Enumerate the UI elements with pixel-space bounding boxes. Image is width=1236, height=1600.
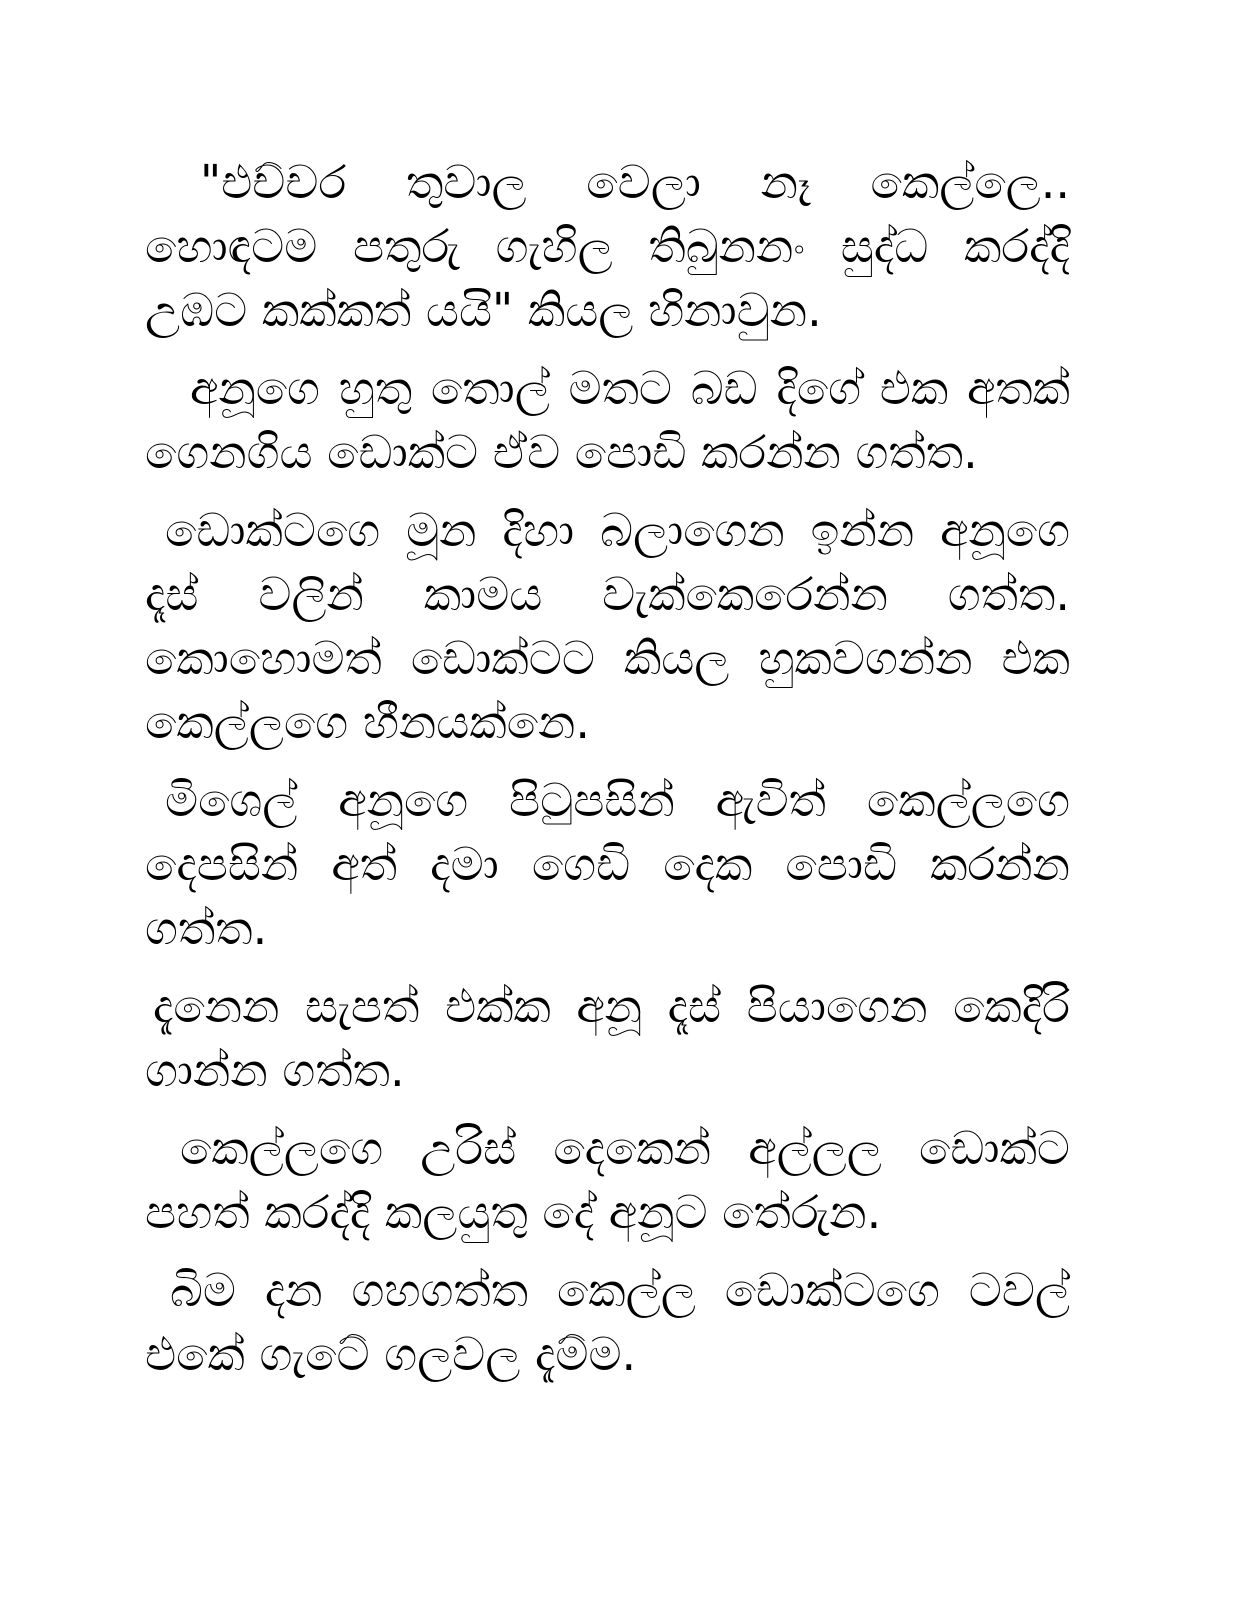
paragraph-3: ඩොක්ටගෙ මූන දිහා බලාගෙන ඉන්න අනූගෙ දෑස් වලින් කාමය වැක්කෙරෙන්න ගත්ත. කොහොමත් ඩොක්ටට කියල හුකවගන්න එක කෙල්ලගෙ හීනයක්නෙ.	[145, 503, 1070, 749]
paragraph-5: දැනෙන සැපත් එක්ක අනූ දෑස් පියාගෙන කෙදිරි ගාන්න ගත්ත.	[145, 979, 1070, 1097]
paragraph-4: මිශෙල් අනූගෙ පිටුපසින් ඇවිත් කෙල්ලගෙ දෙපසින් අත් දමා ගෙඩි දෙක පොඩි කරන්න ගත්ත.	[145, 773, 1070, 955]
paragraph-6: කෙල්ලගෙ උරිස් දෙකෙන් අල්ලල ඩොක්ට පහත් කරද්දි කලයුතු දේ අනූට තේරුන.	[145, 1121, 1070, 1239]
paragraph-2: අනූගෙ හුතු තොල් මතට බඩ දිගේ එක අතක් ගෙනගිය ඩොක්ට ඒව පොඩි කරන්න ගත්ත.	[145, 361, 1070, 479]
body-text	[145, 150, 1070, 1386]
paragraph-7: බිම දන ගහගත්ත කෙල්ල ඩොක්ටගෙ ටවල් එකේ ගැටේ ගලවල දැම්ම.	[145, 1263, 1070, 1381]
paragraph-1: "එච්චර තුවාල වෙලා නෑ කෙල්ලෙ.. හොඳටම පතුරු ගැහිල තිබුනනං සුද්ධ කරද්දි උඹට කක්කත් යයි" කියල හිනාවුන.	[145, 155, 1070, 337]
